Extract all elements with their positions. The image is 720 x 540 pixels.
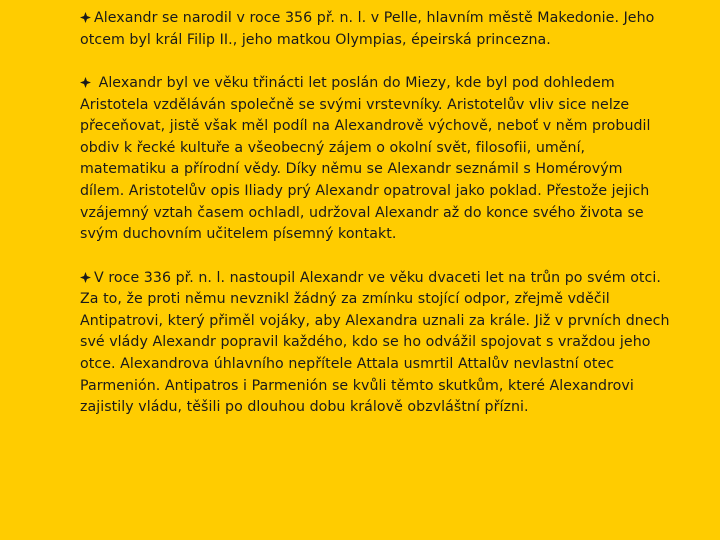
slide-text-body: [80, 8, 670, 440]
paragraph-birth: [80, 8, 670, 51]
diamond-bullet-icon: [80, 12, 91, 23]
paragraph-education: [80, 73, 670, 246]
paragraph-text: Alexandr se narodil v roce 356 př. n. l. v Pelle, hlavním městě Makedonie. Jeho otcem byl král Filip II., jeho matkou Olympias, épeirská princezna.: [80, 10, 655, 48]
diamond-bullet-icon: [80, 272, 91, 283]
paragraph-text: Alexandr byl ve věku třinácti let poslán do Miezy, kde byl pod dohledem Aristotela vzděláván společně se svými vrstevníky. Aristotelův vliv sice nelze přeceňovat, jistě však měl podíl na Alexandrově výchově, neboť v něm probudil obdiv k řecké kultuře a všeobecný zájem o okolní svět, filosofii, umění, matematiku a přírodní vědy. Díky němu se Alexandr seznámil s Homérovým dílem. Aristotelův opis Iliady prý Alexandr opatroval jako poklad. Přestože jejich vzájemný vztah časem ochladl, udržoval Alexandr až do konce svého života se svým duchovním učitelem písemný kontakt.: [80, 74, 651, 243]
paragraph-accession: [80, 268, 670, 419]
paragraph-text: V roce 336 př. n. l. nastoupil Alexandr ve věku dvaceti let na trůn po svém otci. Za to, že proti němu nevznikl žádný za zmínku stojící odpor, zřejmě vděčil Antipatrovi, který přiměl vojáky, aby Alexandra uznali za krále. Již v prvních dnech své vlády Alexandr popravil každého, kdo se ho odvážil spojovat s vraždou jeho otce. Alexandrova úhlavního nepřítele Attala usmrtil Attalův nevlastní otec Parmenión. Antipatros i Parmenión se kvůli těmto skutkům, které Alexandrovi zajistily vládu, těšili po dlouhou dobu králově obzvláštní přízni.: [80, 269, 670, 416]
diamond-bullet-icon: [80, 77, 91, 88]
